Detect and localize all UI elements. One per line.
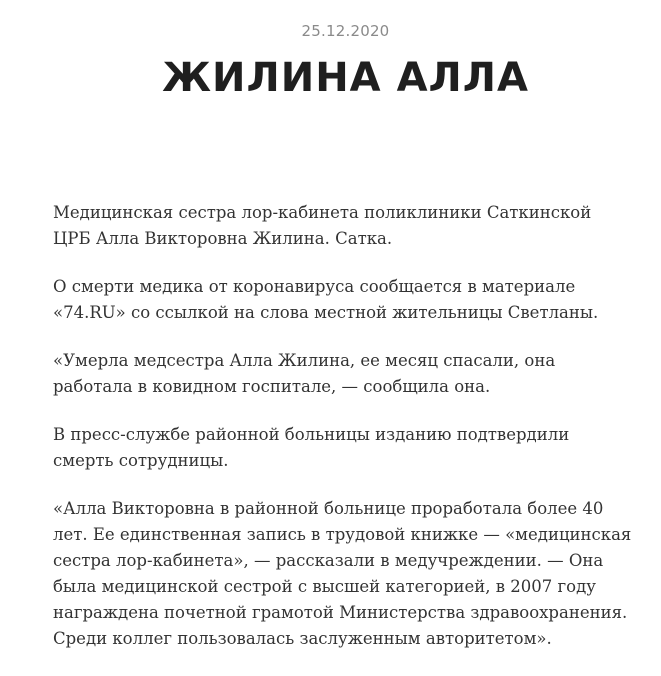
article-date: 25.12.2020: [301, 22, 390, 40]
article-paragraph: Медицинская сестра лор-кабинета поликлиники Саткинской ЦРБ Алла Викторовна Жилина. Сатка.: [53, 203, 592, 248]
article-title: ЖИЛИНА АЛЛА: [162, 55, 529, 101]
article-paragraph: «Алла Викторовна в районной больнице проработала более 40 лет. Ее единственная запись в трудовой книжке — «медицинская сестра лор-кабинета», — рассказали в медучреждении. — Она была медицинской сестрой с высшей категорией, в 2007 году награждена почетной грамотой Министерства здравоохранения. Среди коллег пользовалась заслуженным авторитетом».: [53, 499, 632, 648]
article-body: [53, 200, 633, 674]
article-paragraph: «Умерла медсестра Алла Жилина, ее месяц спасали, она работала в ковидном госпитале, — сообщила она.: [53, 351, 556, 396]
article-paragraph: О смерти медика от коронавируса сообщается в материале «74.RU» со ссылкой на слова местной жительницы Светланы.: [53, 277, 599, 322]
article-paragraph: В пресс-службе районной больницы изданию подтвердили смерть сотрудницы.: [53, 425, 570, 470]
